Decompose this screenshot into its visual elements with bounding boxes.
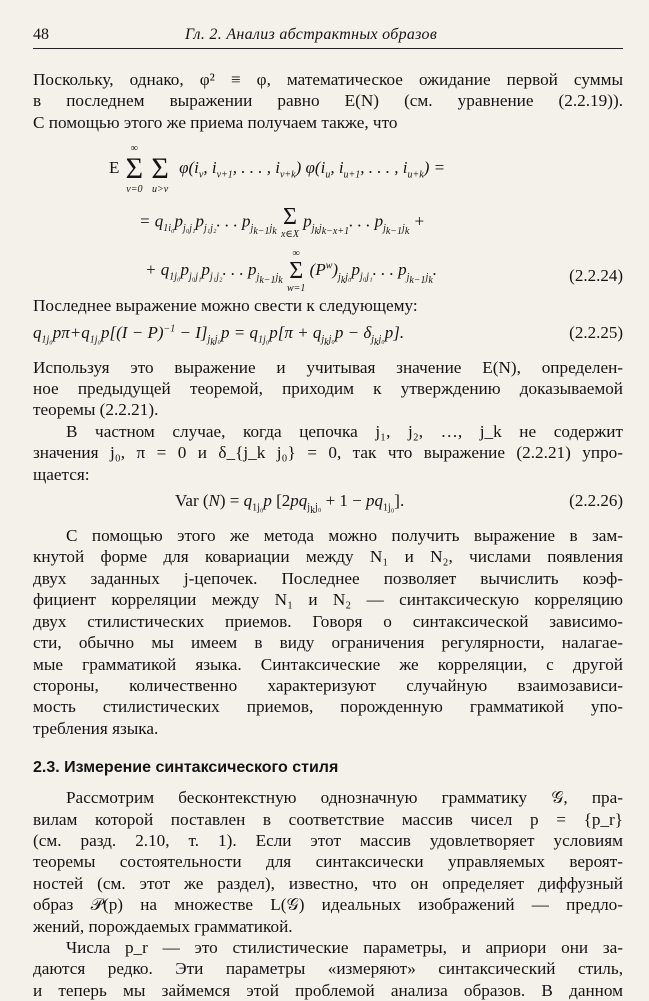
- text-line: двух стилистических приемов. Говоря о синтаксической зависимо-: [33, 611, 623, 631]
- paragraph-5: [33, 525, 623, 739]
- paragraph-3: [33, 357, 623, 421]
- text-line: Рассмотрим бесконтекстную однозначную грамматику 𝒢, пра-: [66, 788, 623, 808]
- equation-line-1: E ∞ Σ v=0 Σ u>v $\varphi(i_v$, $i_{v+1}$, . . . , $i_{v+k}$) $\varphi(i_u$, $i_{u+1}$, . . . , $i_{u+k}$) =: [109, 143, 446, 196]
- text-line: С помощью этого же приема получаем также, что: [33, 112, 398, 132]
- text-line: (см. разд. 2.10, т. 1). Если этот массив удовлетворяет условиям: [33, 830, 623, 850]
- text-line: Используя это выражение и учитывая значение E(N), определен-: [33, 357, 623, 377]
- text-line: требления языка.: [33, 718, 159, 738]
- equation-number: (2.2.24): [569, 266, 623, 286]
- text-line: и теперь мы займемся этой проблемой анализа образов. В данном: [33, 980, 623, 1000]
- text-line: ное предыдущей теоремой, приходим к утверждению доказываемой: [33, 379, 623, 399]
- section-number: 2.3.: [33, 759, 60, 777]
- equation-2-2-26: Var $(N) = q_{1j_0}p$ $[2pq_{j_kj_0} + 1 - pq_{1j_0}]$. (2.2.26): [175, 491, 623, 517]
- text-line: сти, обычно мы имеем в виду ограничения регулярности, налагае-: [33, 633, 623, 653]
- text-line: образ 𝒫(p) на множестве L(𝒢) идеальных изображений — предло-: [33, 895, 623, 915]
- text-line: фициент корреляции между N₁ и N₂ — синтаксическую корреляцию: [33, 590, 623, 610]
- equation-number: (2.2.26): [569, 491, 623, 511]
- text-line: Поскольку, однако, φ² ≡ φ, математическое ожидание первой суммы: [33, 70, 623, 89]
- section-heading: [33, 759, 623, 777]
- text-line: в последнем выражении равно E(N) (см. уравнение (2.2.19)).: [33, 91, 623, 111]
- equation-2-2-25: $q_{1j_0}p\pi+q_{1j_0}p[(I - P)^{-1} - I]_{j_kj_0}p = q_{1j_0}p[\pi + q_{j_kj_0}p - \delta_{j_kj_0}p]$. (2.2.25): [33, 322, 623, 349]
- book-page: [33, 22, 623, 1001]
- equation-number: (2.2.25): [569, 322, 623, 342]
- equation-line-3: + $q_{1j_0}p_{j_0j_1}p_{j_1j_2}$. . . $p_{j_{k-1}j_k}$ ∞ Σ w=1 $(P^w)_{j_kj_0}p_{j_0j_1}$. . . $p_{j_{k-1}j_k}$. (2.2.24): [145, 248, 623, 295]
- text-line: теоремы состоятельности для синтаксически управляемых вероят-: [33, 852, 623, 872]
- text-line: кнутой форме для ковариации между N₁ и N₂, числами появления: [33, 547, 623, 567]
- text-line: мые грамматикой языка. Синтаксические же корреляции, с другой: [33, 654, 623, 674]
- paragraph-6: [33, 787, 623, 937]
- text-line: значения j₀, π = 0 и δ_{j_k j₀} = 0, так что выражение (2.2.21) упро-: [33, 443, 623, 463]
- text-line: теоремы (2.2.21).: [33, 400, 159, 420]
- text-line: стороны, количественно характеризуют случайную взаимозависи-: [33, 675, 623, 695]
- text-line: Числа p_r — это стилистические параметры, и априори они за-: [66, 937, 623, 957]
- text-line: мость стилистических приемов, порожденную грамматикой упо-: [33, 697, 623, 717]
- text-line: С помощью этого же метода можно получить выражение в зам-: [66, 526, 623, 546]
- equation-2-2-24: [33, 143, 623, 295]
- paragraph-7: [33, 937, 623, 1001]
- text-line: даются редко. Эти параметры «измеряют» синтаксический стиль,: [33, 959, 623, 979]
- paragraph-2: Последнее выражение можно свести к следующему:: [33, 296, 418, 316]
- paragraph-4: [33, 421, 623, 485]
- text-line: вилам которой поставлен в соответствие массив чисел p = {p_r}: [33, 809, 623, 829]
- text-line: ностей (см. этот же раздел), известно, что он определяет диффузный: [33, 873, 623, 893]
- text-line: жений, порождаемых грамматикой.: [33, 916, 293, 936]
- running-header: [33, 22, 623, 49]
- section-title: Измерение синтаксического стиля: [64, 759, 339, 777]
- page-number: 48: [33, 26, 49, 43]
- text-line: щается:: [33, 464, 90, 484]
- equation-line-2: = $q_{1i_0}p_{j_0j_1}p_{j_1j_2}$. . . $p_{j_{k-1}j_k}$ Σ x∈X $p_{j_kj_{k-x+1}}$. . . $p_{j_{k-1}j_k}$ +: [139, 204, 426, 241]
- text-line: В частном случае, когда цепочка j₁, j₂, …, j_k не содержит: [66, 421, 623, 441]
- running-title: Гл. 2. Анализ абстрактных образов: [185, 26, 438, 43]
- text-line: двух заданных j-цепочек. Последнее позволяет вычислить коэф-: [33, 568, 623, 588]
- paragraph-1: [33, 69, 623, 133]
